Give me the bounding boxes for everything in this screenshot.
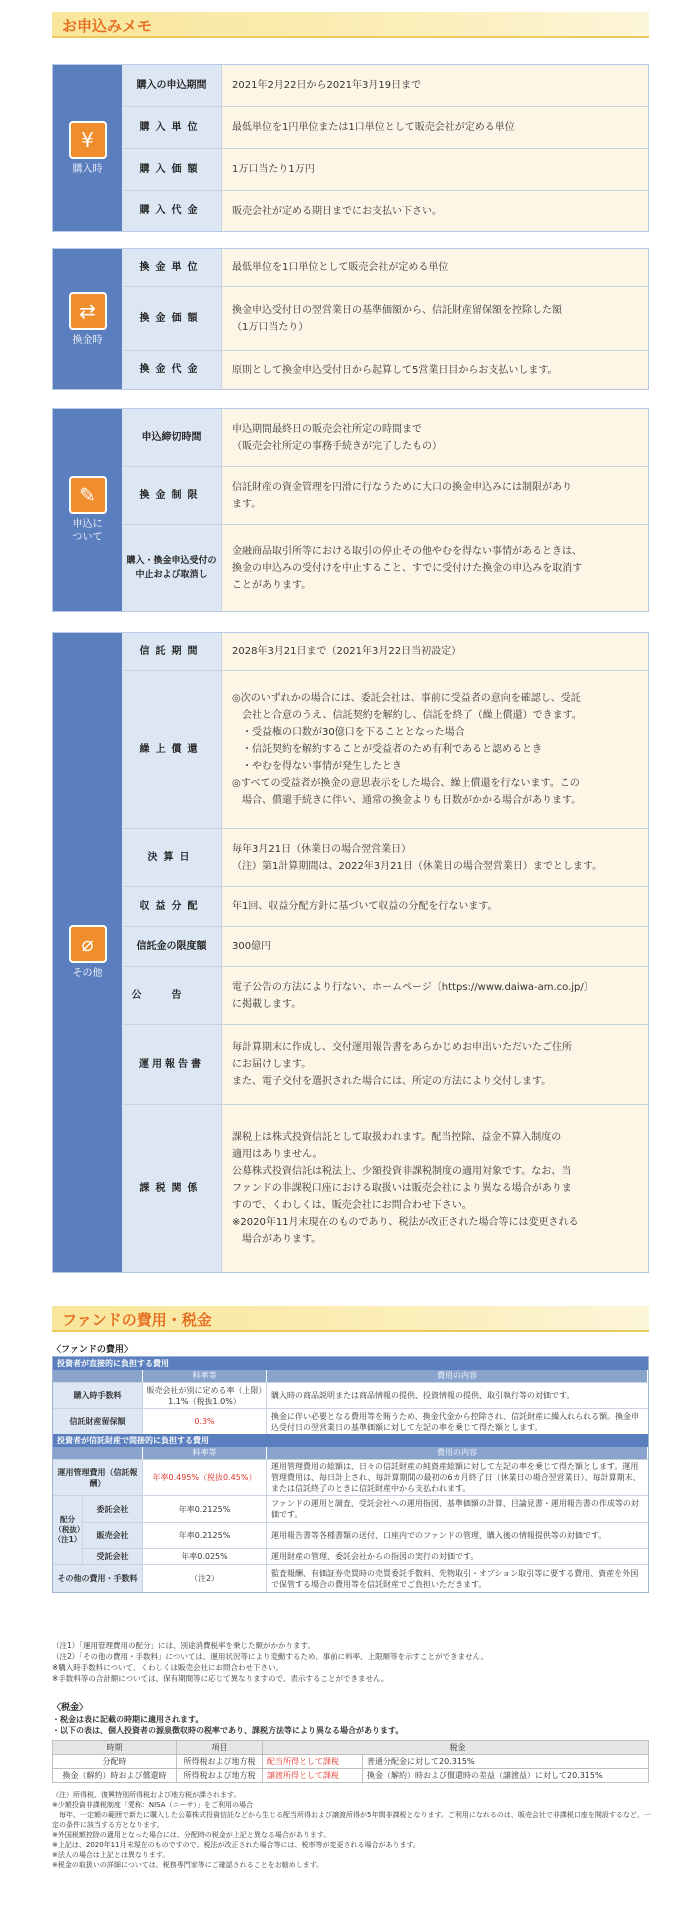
row-value: 電子公告の方法により行ない、ホームページ〔https://www.daiwa-am.co.jp/〕	[232, 981, 594, 993]
fee-rate: 年率0.495%（税抜0.45%）	[143, 1460, 267, 1495]
fee-header	[53, 1447, 648, 1459]
tax-col: 項目	[177, 1741, 263, 1754]
group-label: 購入時	[72, 163, 103, 175]
row-key: 購入・換金申込受付の中止および取消し	[122, 525, 222, 611]
memo-row	[122, 287, 648, 351]
group-side-other	[53, 633, 122, 1272]
row-value: 適用はありません。	[232, 1149, 323, 1160]
group-side-purchase	[53, 65, 122, 231]
group-label: 申込に ついて	[72, 519, 103, 543]
memo-group-other	[52, 632, 649, 1273]
row-key: 購入の申込期間	[122, 65, 222, 106]
group-label: その他	[72, 968, 103, 979]
fee-key: 委託会社	[83, 1496, 143, 1522]
fee-desc: 購入時の商品説明または商品情報の提供、投資情報の提供、取引執行等の対価です。	[271, 1391, 575, 1400]
row-value: ます。	[232, 498, 262, 510]
fee-row	[83, 1548, 648, 1564]
memo-group-exchange	[52, 248, 649, 390]
row-value: 2028年3月21日まで（2021年3月22日当初設定）	[232, 646, 462, 657]
fee-row	[53, 1564, 648, 1592]
fees-title: ファンドの費用・税金	[62, 1311, 212, 1329]
col-desc: 費用の内容	[267, 1447, 648, 1459]
note: 毎年、一定額の範囲で新たに購入した公募株式投資信託などから生じる配当所得および譲渡所得が5年間非課税となります。ご利用になれるのは、販売会社で非課税口座を開設するなど、一定の条件に該当する方となります。	[52, 1811, 651, 1829]
col-rate: 料率等	[143, 1370, 267, 1382]
memo-row	[122, 107, 648, 149]
fee-row	[53, 1382, 648, 1408]
row-key: 信託金の限度額	[122, 927, 222, 966]
row-key: 購入代金	[122, 191, 222, 231]
row-value: ファンドの非課税口座における取扱いは販売会社により異なる場合がありま	[232, 1183, 572, 1194]
exchange-icon: ⇄	[69, 292, 107, 330]
fee-key: 運用管理費用（信託報酬）	[53, 1460, 143, 1495]
row-value: 金融商品取引所等における取引の停止その他やむを得ない事情があるときは、	[232, 545, 582, 557]
tax-detail: 換金（解約）時および償還時の差益（譲渡益）に対して20.315%	[367, 1771, 603, 1780]
indirect-cost-bar: 投資者が信託財産で間接的に負担する費用	[53, 1434, 648, 1447]
col-desc: 費用の内容	[267, 1370, 648, 1382]
pen-icon: ✎	[69, 476, 107, 514]
memo-section-heading	[52, 12, 649, 38]
row-value: ◎次のいずれかの場合には、委託会社は、事前に受益者の意向を確認し、受託	[232, 693, 581, 704]
memo-row	[122, 671, 648, 829]
row-value: 課税上は株式投資信託として取扱われます。配当控除、益金不算入制度の	[232, 1132, 562, 1143]
memo-row	[122, 1105, 648, 1272]
row-value: すので、くわしくは、販売会社にお問合わせ下さい。	[232, 1200, 472, 1211]
memo-row	[122, 525, 648, 611]
fee-row	[83, 1496, 648, 1522]
tax-notes	[52, 1790, 652, 1870]
row-value: ・受益権の口数が30億口を下ることとなった場合	[232, 727, 465, 738]
row-key: 運用報告書	[122, 1025, 222, 1104]
row-value: また、電子交付を選択された場合には、所定の方法により交付します。	[232, 1076, 552, 1087]
fee-rate: 年率0.2125%	[143, 1523, 267, 1548]
row-value: 2021年2月22日から2021年3月19日まで	[232, 80, 422, 91]
row-value: 場合、償還手続きに伴い、通常の換金よりも日数がかかる場合があります。	[232, 795, 582, 806]
note: ※購入時手数料について、くわしくは販売会社にお問合わせ下さい。	[52, 1663, 283, 1672]
row-value: 申込期間最終日の販売会社所定の時間まで	[232, 423, 422, 435]
fee-row	[53, 1408, 648, 1434]
note: ※法人の場合は上記とは異なります。	[52, 1851, 170, 1859]
tax-col: 税金	[449, 1743, 466, 1752]
row-key: 課税関係	[122, 1105, 222, 1272]
row-value: にお届けします。	[232, 1059, 312, 1070]
note: ※外国税額控除の適用となった場合には、分配時の税金が上記と異なる場合があります。	[52, 1831, 331, 1839]
row-value: 信託財産の資金管理を円滑に行なうために大口の換金申込みには制限があり	[232, 481, 572, 493]
fee-table	[52, 1356, 649, 1593]
memo-row	[122, 927, 648, 967]
row-value: ◎すべての受益者が換金の意思表示をした場合、繰上償還を行ないます。この	[232, 778, 580, 789]
row-key: 換金制限	[122, 467, 222, 524]
memo-row	[122, 249, 648, 287]
fee-desc: 運用報告書等各種書類の送付、口座内でのファンドの管理、購入後の情報提供等の対価です。	[271, 1531, 607, 1540]
tax-row	[53, 1754, 648, 1768]
fees-subtitle: 〈ファンドの費用〉	[52, 1345, 133, 1355]
row-value: ことがあります。	[232, 579, 312, 591]
memo-row	[122, 351, 648, 389]
row-value: 公募株式投資信託は税法上、少額投資非課税制度の適用対象です。なお、当	[232, 1166, 572, 1177]
fee-header	[53, 1370, 648, 1382]
note: ※手数料等の合計額については、保有期間等に応じて異なりますので、表示することができません。	[52, 1674, 389, 1683]
row-key: 申込締切時間	[122, 409, 222, 466]
group-label: 換金時	[72, 334, 103, 346]
row-value: （販売会社所定の事務手続きが完了したもの）	[232, 440, 442, 452]
note: （注2）「その他の費用・手数料」については、運用状況等により変動するため、事前に料率、上限額等を示すことができません。	[52, 1652, 489, 1661]
row-value: 毎計算期末に作成し、交付運用報告書をあらかじめお申出いただいたご住所	[232, 1042, 572, 1053]
row-key: 購入価額	[122, 149, 222, 190]
row-key: 換金単位	[122, 249, 222, 286]
row-key: 信託期間	[122, 633, 222, 670]
memo-group-application	[52, 408, 649, 612]
row-value: ※2020年11月末現在のものであり、税法が改正された場合等には変更される	[232, 1217, 579, 1228]
row-key: 購入単位	[122, 107, 222, 148]
memo-row	[122, 65, 648, 107]
memo-row	[122, 1025, 648, 1105]
note: ※税金の取扱いの詳細については、税務専門家等にご確認されることをお勧めします。	[52, 1861, 324, 1869]
note: （注1）「運用管理費用の配分」には、別途消費税率を乗じた額がかかります。	[52, 1641, 315, 1650]
memo-title: お申込みメモ	[62, 17, 153, 35]
fees-section-heading	[52, 1306, 649, 1332]
memo-row	[122, 191, 648, 231]
tax-subtitle: 〈税金〉	[52, 1703, 89, 1713]
row-value: 毎年3月21日（休業日の場合翌営業日）	[232, 843, 412, 855]
memo-row	[122, 633, 648, 671]
row-value: 最低単位を1口単位として販売会社が定める単位	[232, 262, 449, 273]
tax-detail: 普通分配金に対して20.315%	[367, 1757, 475, 1766]
memo-row	[122, 409, 648, 467]
tax-col: 時期	[53, 1741, 177, 1754]
fee-desc: 運用管理費用の総額は、日々の信託財産の純資産総額に対して左記の率を乗じて得た額とします。運用管理費用は、毎日計上され、毎計算期間の最初の6カ月終了日（休業日の場合翌営業日）、毎計算期末、または信託終了のときに信託財産中から支払われます。	[271, 1462, 641, 1493]
fee-rate: 年率0.2125%	[143, 1496, 267, 1522]
fee-rate: 0.3%	[143, 1409, 267, 1434]
direct-cost-bar: 投資者が直接的に負担する費用	[53, 1357, 648, 1370]
fee-notes	[52, 1640, 652, 1684]
fee-desc: 換金に伴い必要となる費用等を賄うため、換金代金から控除され、信託財産に繰入れられる額。換金申込受付日の翌営業日の基準価額に対して左記の率を乗じて得た額とします。	[271, 1411, 640, 1432]
row-value: に掲載します。	[232, 998, 302, 1010]
note: （注）所得税、復興特別所得税および地方税が課されます。	[52, 1791, 241, 1799]
fee-split-block	[53, 1495, 648, 1564]
tax-table	[52, 1740, 649, 1783]
fee-key: その他の費用・手数料	[53, 1565, 143, 1592]
tax-item: 所得税および地方税	[177, 1755, 263, 1768]
row-key: 換金価額	[122, 287, 222, 350]
note: ※上記は、2020年11月末現在のものですので、税法が改正された場合等には、税率等が変更される場合があります。	[52, 1841, 420, 1849]
tax-bullet: ・以下の表は、個人投資者の源泉徴収時の税率であり、課税方法等により異なる場合があります。	[52, 1726, 404, 1735]
paperclip-icon: ⌀	[69, 925, 107, 963]
fee-desc: 運用財産の管理、委託会社からの指図の実行の対価です。	[271, 1552, 479, 1561]
fee-rate: 年率0.025%	[143, 1549, 267, 1564]
col-rate: 料率等	[143, 1447, 267, 1459]
tax-when: 分配時	[53, 1755, 177, 1768]
tax-row	[53, 1768, 648, 1782]
group-side-application	[53, 409, 122, 611]
row-key: 繰上償還	[122, 671, 222, 828]
memo-row	[122, 149, 648, 191]
row-value: （注）第1計算期間は、2022年3月21日（休業日の場合翌営業日）までとします。	[232, 860, 603, 872]
tax-item: 所得税および地方税	[177, 1769, 263, 1782]
tax-bullets	[52, 1714, 652, 1736]
memo-row	[122, 887, 648, 927]
fee-key: 受託会社	[83, 1549, 143, 1564]
row-value: 年1回、収益分配方針に基づいて収益の分配を行ないます。	[232, 901, 498, 912]
fee-row	[83, 1522, 648, 1548]
tax-type: 配当所得として課税	[263, 1755, 363, 1768]
fee-key: 信託財産留保額	[53, 1409, 143, 1434]
tax-bullet: ・税金は表に記載の時期に適用されます。	[52, 1715, 204, 1724]
row-key: 公告	[122, 967, 222, 1024]
row-value: 換金申込受付日の翌営業日の基準価額から、信託財産留保額を控除した額	[232, 304, 562, 316]
fee-rate: 販売会社が別に定める率（上限）1.1%（税抜1.0%）	[143, 1383, 267, 1408]
note: ※少額投資非課税制度「愛称：NISA（ニーサ）」をご利用の場合	[52, 1801, 254, 1809]
row-key: 収益分配	[122, 887, 222, 926]
fee-desc: ファンドの運用と調査、受託会社への運用指図、基準価額の計算、目論見書・運用報告書の作成等の対価です。	[271, 1499, 639, 1519]
row-value: 1万口当たり1万円	[232, 164, 315, 175]
memo-row	[122, 467, 648, 525]
row-value: （1万口当たり）	[232, 321, 309, 333]
memo-row	[122, 829, 648, 887]
row-value: 販売会社が定める期日までにお支払い下さい。	[232, 205, 442, 217]
memo-row	[122, 967, 648, 1025]
fee-key: 販売会社	[83, 1523, 143, 1548]
row-value: 原則として換金申込受付日から起算して5営業日目からお支払いします。	[232, 364, 558, 376]
row-value: 会社と合意のうえ、信託契約を解約し、信託を終了（繰上償還）できます。	[232, 710, 582, 721]
row-value: 300億円	[232, 941, 272, 952]
row-key: 換金代金	[122, 351, 222, 389]
split-label: 配分（税抜）（注1）	[53, 1496, 83, 1564]
row-key: 決算日	[122, 829, 222, 886]
row-value: 最低単位を1円単位または1口単位として販売会社が定める単位	[232, 122, 515, 133]
memo-group-purchase	[52, 64, 649, 232]
fee-row	[53, 1459, 648, 1495]
tax-type: 譲渡所得として課税	[263, 1769, 363, 1782]
tax-header	[53, 1741, 648, 1754]
fee-rate: （注2）	[143, 1565, 267, 1592]
group-side-exchange	[53, 249, 122, 389]
row-value: ・信託契約を解約することが受益者のため有利であると認めるとき	[232, 744, 542, 755]
row-value: ・やむを得ない事情が発生したとき	[232, 761, 402, 772]
fee-desc: 監査報酬、有価証券売買時の売買委託手数料、先物取引・オプション取引等に要する費用、資産を外国で保管する場合の費用等を信託財産でご負担いただきます。	[271, 1568, 639, 1589]
row-value: 場合があります。	[232, 1234, 322, 1245]
tax-when: 換金（解約）時および償還時	[53, 1769, 177, 1782]
fee-key: 購入時手数料	[53, 1383, 143, 1408]
purchase-icon: ¥	[69, 121, 107, 159]
row-value: 換金の申込みの受付けを中止すること、すでに受付けた換金の申込みを取消す	[232, 562, 583, 574]
